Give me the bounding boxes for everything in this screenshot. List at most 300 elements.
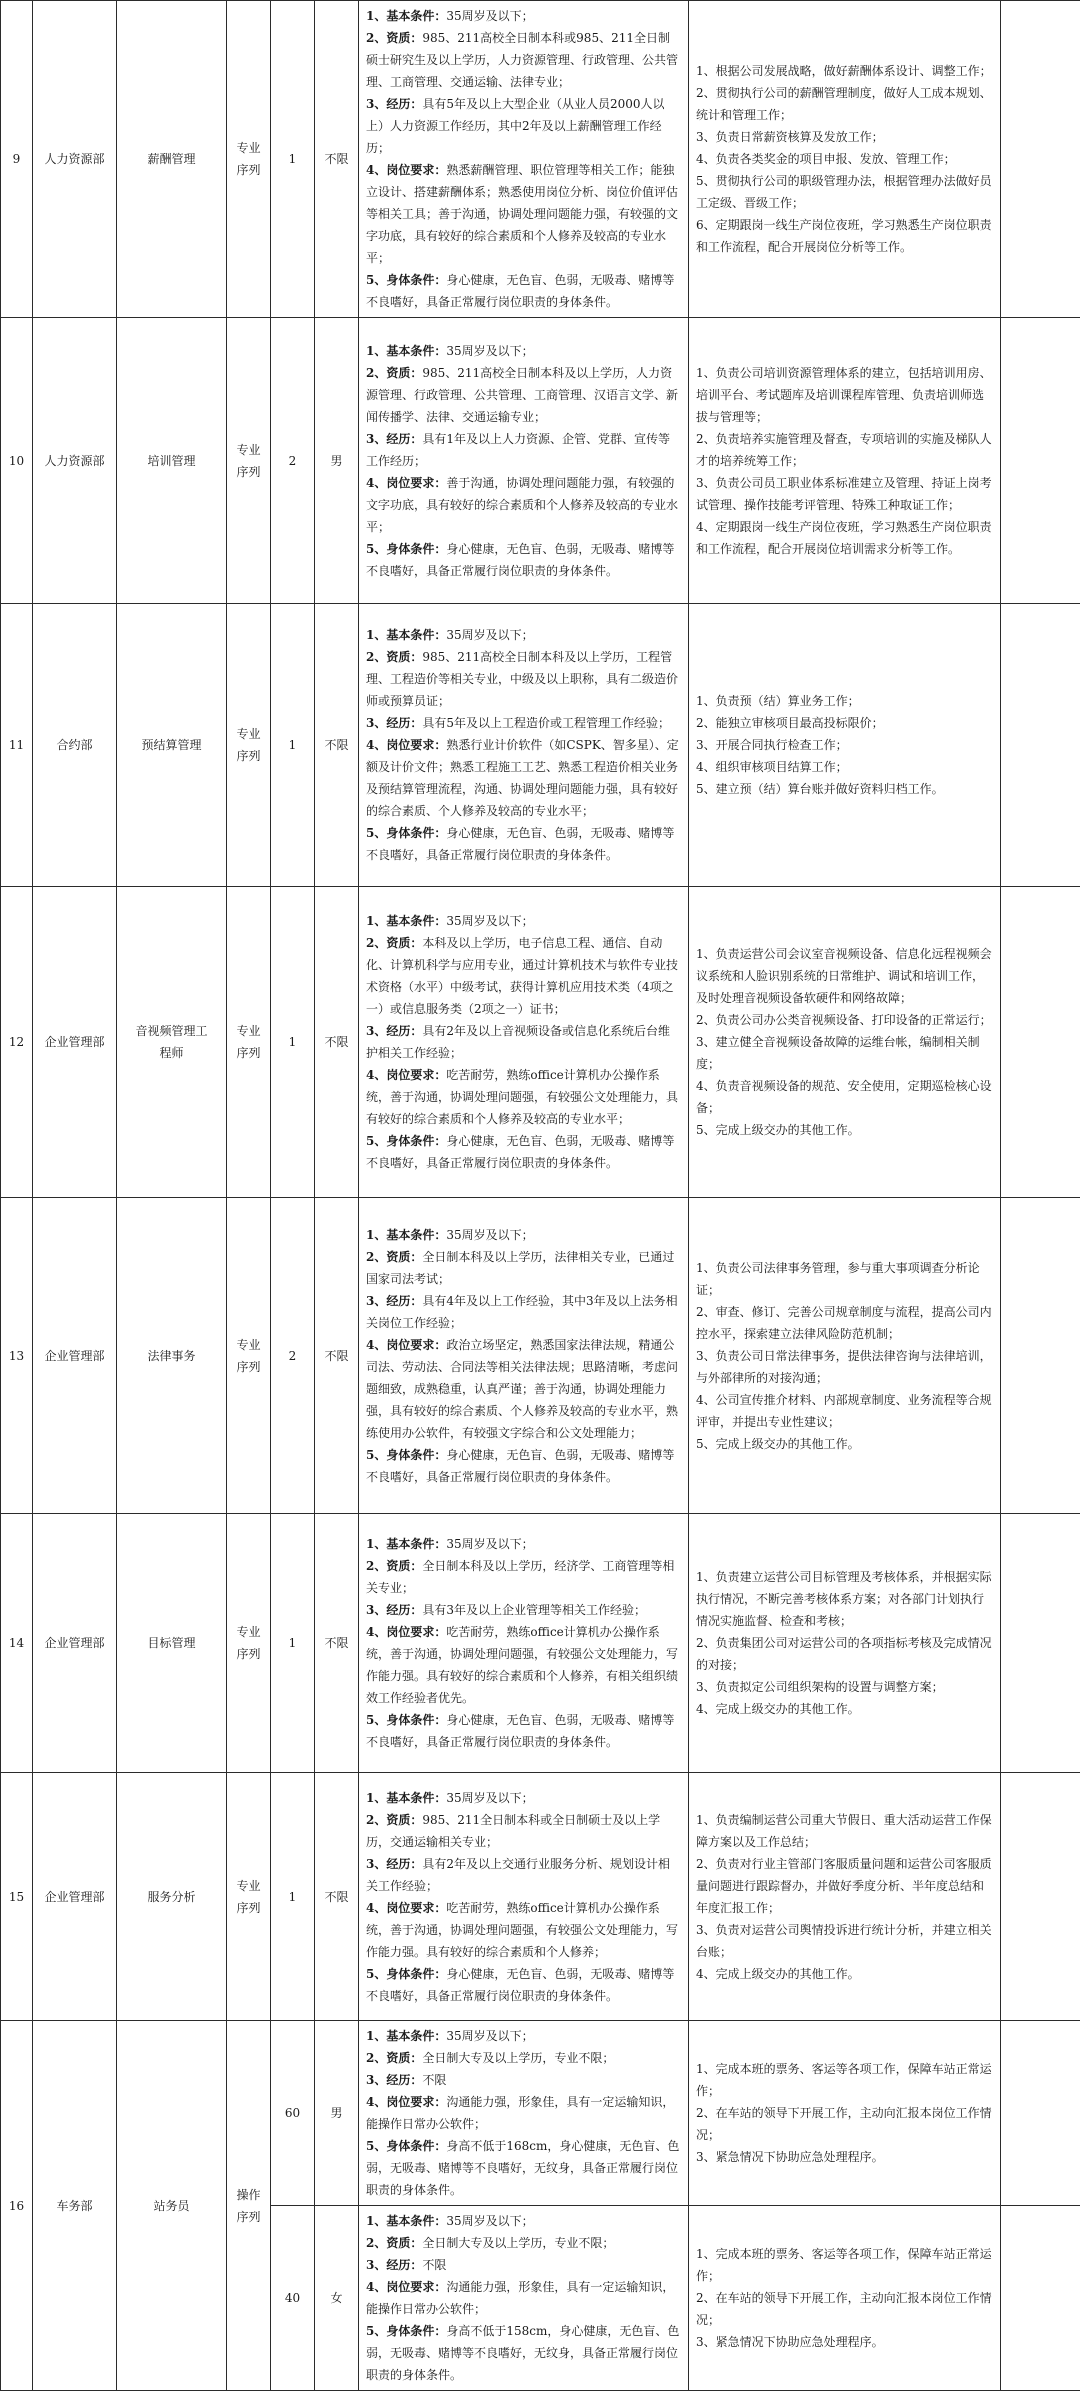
post-name	[117, 1, 227, 318]
requirement-value: 35周岁及以下；	[446, 344, 533, 358]
requirement-value: 身心健康，无色盲、色弱，无吸毒、赌博等不良嗜好，具备正常履行岗位职责的身体条件。	[366, 1713, 674, 1749]
duty-item: 4、组织审核项目结算工作；	[696, 756, 993, 778]
post-name-text: 法律事务	[147, 1349, 195, 1363]
requirement-value: 身高不低于158cm，身心健康，无色盲、色弱，无吸毒、赌博等不良嗜好，无纹身，具备正常履行岗位职责的身体条件。	[366, 2324, 679, 2382]
department-text: 人力资源部	[44, 152, 104, 166]
requirement-key: 5、身体条件：	[366, 826, 446, 840]
gender	[315, 2206, 359, 2391]
duty-item: 3、负责日常薪资核算及发放工作；	[696, 126, 993, 148]
requirement-item	[366, 1224, 681, 1246]
duty-item: 3、建立健全音视频设备故障的运维台帐，编制相关制度；	[696, 1031, 993, 1075]
gender	[315, 887, 359, 1198]
requirement-item	[366, 2320, 681, 2386]
requirement-item	[366, 1555, 681, 1599]
requirement-item	[366, 1809, 681, 1853]
requirement-value: 沟通能力强，形象佳，具有一定运输知识，能操作日常办公软件；	[366, 2095, 674, 2131]
post-name-text: 薪酬管理	[147, 152, 195, 166]
duty-item: 2、贯彻执行公司的薪酬管理制度，做好人工成本规划、统计和管理工作；	[696, 82, 993, 126]
requirement-value: 全日制大专及以上学历，专业不限；	[422, 2236, 614, 2250]
requirement-value: 具有2年及以上交通行业服务分析、规划设计相关工作经验；	[366, 1857, 670, 1893]
duty-item: 2、在车站的领导下开展工作，主动向汇报本岗位工作情况；	[696, 2287, 993, 2331]
headcount-text: 1	[289, 1035, 297, 1049]
post-name	[117, 604, 227, 887]
requirement-key: 5、身体条件：	[366, 542, 446, 556]
job-sequence-text: 专业 序列	[236, 141, 260, 177]
requirement-value: 35周岁及以下；	[446, 2029, 533, 2043]
duty-item: 1、负责预（结）算业务工作；	[696, 690, 993, 712]
remarks-cell	[1001, 1198, 1080, 1514]
gender-text: 不限	[324, 1035, 348, 1049]
department	[33, 318, 117, 604]
gender-text: 女	[330, 2291, 342, 2305]
duty-item: 3、负责拟定公司组织架构的设置与调整方案；	[696, 1676, 993, 1698]
table-row	[1, 1, 1080, 318]
table-row	[1, 1198, 1080, 1514]
requirement-key: 2、资质：	[366, 936, 422, 950]
requirement-value: 善于沟通，协调处理问题能力强，有较强的文字功底，具有较好的综合素质和个人修养及较高的专业水平；	[366, 476, 678, 534]
requirement-value: 本科及以上学历，电子信息工程、通信、自动化、计算机科学与应用专业，通过计算机技术与软件专业技术资格（水平）中级考试，获得计算机应用技术类（4项之一）或信息服务类（2项之一）证书；	[366, 936, 678, 1016]
requirement-key: 4、岗位要求：	[366, 476, 446, 490]
post-name-text: 目标管理	[147, 1636, 195, 1650]
duty-item: 2、在车站的领导下开展工作，主动向汇报本岗位工作情况；	[696, 2102, 993, 2146]
row-number	[1, 1773, 33, 2021]
remarks-cell	[1001, 887, 1080, 1198]
headcount-text: 2	[289, 454, 297, 468]
headcount-text: 1	[289, 1890, 297, 1904]
requirement-key: 5、身体条件：	[366, 1713, 446, 1727]
duty-item: 1、根据公司发展战略，做好薪酬体系设计、调整工作；	[696, 60, 993, 82]
requirement-value: 35周岁及以下；	[446, 1537, 533, 1551]
requirement-key: 3、经历：	[366, 97, 422, 111]
requirement-item	[366, 93, 681, 159]
requirement-value: 全日制本科及以上学历，经济学、工商管理等相关专业；	[366, 1559, 674, 1595]
gender-text: 男	[330, 2106, 342, 2120]
remarks-cell	[1001, 1, 1080, 318]
duty-item: 1、负责公司法律事务管理，参与重大事项调查分析论证；	[696, 1257, 993, 1301]
post-name-text: 音视频管理工 程师	[135, 1024, 207, 1060]
requirement-key: 2、资质：	[366, 2051, 422, 2065]
duty-item: 2、负责对行业主管部门客服质量问题和运营公司客服质量问题进行跟踪督办，并做好季度分析、半年度总结和年度汇报工作；	[696, 1853, 993, 1919]
duty-item: 5、建立预（结）算台账并做好资料归档工作。	[696, 778, 993, 800]
requirement-item	[366, 1621, 681, 1709]
requirement-key: 4、岗位要求：	[366, 2095, 446, 2109]
row-number-text: 15	[9, 1890, 24, 1904]
requirement-key: 3、经历：	[366, 1024, 422, 1038]
requirement-item	[366, 27, 681, 93]
remarks-cell	[1001, 318, 1080, 604]
gender-text: 不限	[324, 1349, 348, 1363]
requirement-key: 1、基本条件：	[366, 9, 446, 23]
job-sequence	[227, 1773, 271, 2021]
requirement-item	[366, 472, 681, 538]
department	[33, 2021, 117, 2391]
duty-item: 2、能独立审核项目最高投标限价；	[696, 712, 993, 734]
duty-item: 1、负责运营公司会议室音视频设备、信息化远程视频会议系统和人脸识别系统的日常维护、调试和培训工作，及时处理音视频设备软硬件和网络故障；	[696, 943, 993, 1009]
duty-item: 4、完成上级交办的其他工作。	[696, 1698, 993, 1720]
post-name	[117, 2021, 227, 2391]
requirement-key: 3、经历：	[366, 2258, 422, 2272]
department-text: 车务部	[56, 2199, 92, 2213]
job-sequence	[227, 1514, 271, 1773]
requirement-key: 3、经历：	[366, 432, 422, 446]
duty-item: 6、定期跟岗一线生产岗位夜班，学习熟悉生产岗位职责和工作流程，配合开展岗位分析等工作。	[696, 214, 993, 258]
requirement-item	[366, 1533, 681, 1555]
job-sequence-text: 专业 序列	[236, 727, 260, 763]
row-number-text: 12	[9, 1035, 24, 1049]
job-sequence	[227, 1198, 271, 1514]
requirement-item	[366, 1599, 681, 1621]
post-name	[117, 1773, 227, 2021]
requirement-value: 身心健康，无色盲、色弱，无吸毒、赌博等不良嗜好，具备正常履行岗位职责的身体条件。	[366, 542, 674, 578]
duties-cell	[689, 1198, 1001, 1514]
requirement-item	[366, 646, 681, 712]
requirement-value: 985、211高校全日制本科及以上学历，工程管理、工程造价等相关专业，中级及以上职称，具有二级造价师或预算员证；	[366, 650, 678, 708]
requirement-item	[366, 362, 681, 428]
duty-item: 2、审查、修订、完善公司规章制度与流程，提高公司内控水平，探索建立法律风险防范机制；	[696, 1301, 993, 1345]
job-sequence-text: 专业 序列	[236, 1024, 260, 1060]
requirement-key: 1、基本条件：	[366, 1537, 446, 1551]
row-number-text: 13	[9, 1349, 24, 1363]
job-sequence	[227, 887, 271, 1198]
requirements-cell	[359, 2206, 689, 2391]
department	[33, 1198, 117, 1514]
duties-cell	[689, 2021, 1001, 2206]
requirement-value: 具有5年及以上大型企业（从业人员2000人以上）人力资源工作经历，其中2年及以上薪酬管理工作经历；	[366, 97, 665, 155]
requirement-key: 5、身体条件：	[366, 2139, 446, 2153]
table-row	[1, 887, 1080, 1198]
requirement-key: 2、资质：	[366, 2236, 422, 2250]
job-sequence-text: 专业 序列	[236, 443, 260, 479]
requirement-item	[366, 712, 681, 734]
duties-cell	[689, 2206, 1001, 2391]
requirement-value: 具有4年及以上工作经验，其中3年及以上法务相关岗位工作经验；	[366, 1294, 678, 1330]
requirements-cell	[359, 1198, 689, 1514]
requirement-item	[366, 2091, 681, 2135]
headcount-text: 1	[289, 1636, 297, 1650]
duty-item: 2、负责公司办公类音视频设备、打印设备的正常运行；	[696, 1009, 993, 1031]
row-number	[1, 604, 33, 887]
requirement-value: 身心健康，无色盲、色弱，无吸毒、赌博等不良嗜好，具备正常履行岗位职责的身体条件。	[366, 1134, 674, 1170]
requirement-value: 35周岁及以下；	[446, 2214, 533, 2228]
department-text: 企业管理部	[44, 1636, 104, 1650]
headcount	[271, 887, 315, 1198]
gender-text: 不限	[324, 1636, 348, 1650]
requirement-item	[366, 5, 681, 27]
duty-item: 2、负责集团公司对运营公司的各项指标考核及完成情况的对接；	[696, 1632, 993, 1676]
duty-item: 5、完成上级交办的其他工作。	[696, 1433, 993, 1455]
gender	[315, 1, 359, 318]
department	[33, 887, 117, 1198]
requirement-value: 吃苦耐劳，熟练office计算机办公操作系统，善于沟通，协调处理问题强，有较强公文处理能力，写作能力强。具有较好的综合素质和个人修养，有相关组织绩效工作经验者优先。	[366, 1625, 678, 1705]
post-name	[117, 318, 227, 604]
requirement-key: 1、基本条件：	[366, 2029, 446, 2043]
gender	[315, 1198, 359, 1514]
remarks-cell	[1001, 1514, 1080, 1773]
duty-item: 3、开展合同执行检查工作；	[696, 734, 993, 756]
requirement-value: 熟悉行业计价软件（如CSPK、智多星）、定额及计价文件；熟悉工程施工工艺、熟悉工程造价相关业务及预结算管理流程，沟通、协调处理问题能力强，具有较好的综合素质、个人修养及较高的专业水平；	[366, 738, 679, 818]
requirement-value: 熟悉薪酬管理、职位管理等相关工作；能独立设计、搭建薪酬体系；熟悉使用岗位分析、岗位价值评估等相关工具；善于沟通，协调处理问题能力强，有较强的文字功底，具有较好的综合素质和个人修养及较高的专业水平；	[366, 163, 678, 265]
duty-item: 3、负责公司员工职业体系标准建立及管理、持证上岗考试管理、操作技能考评管理、特殊工种取证工作；	[696, 472, 993, 516]
job-sequence	[227, 604, 271, 887]
duties-cell	[689, 1, 1001, 318]
table-row	[1, 2021, 1080, 2206]
requirement-key: 2、资质：	[366, 31, 422, 45]
duty-item: 1、负责公司培训资源管理体系的建立，包括培训用房、培训平台、考试题库及培训课程库管理、负责培训师选拔与管理等；	[696, 362, 993, 428]
requirement-item	[366, 2135, 681, 2201]
headcount-text: 1	[289, 152, 297, 166]
requirement-key: 4、岗位要求：	[366, 738, 446, 752]
duty-item: 4、定期跟岗一线生产岗位夜班，学习熟悉生产岗位职责和工作流程，配合开展岗位培训需求分析等工作。	[696, 516, 993, 560]
requirement-key: 1、基本条件：	[366, 2214, 446, 2228]
job-sequence-text: 专业 序列	[236, 1625, 260, 1661]
headcount-text: 1	[289, 738, 297, 752]
duty-item: 3、紧急情况下协助应急处理程序。	[696, 2331, 993, 2353]
row-number-text: 10	[9, 454, 24, 468]
gender	[315, 1514, 359, 1773]
requirement-key: 5、身体条件：	[366, 1134, 446, 1148]
requirement-key: 4、岗位要求：	[366, 1338, 446, 1352]
duty-item: 1、负责编制运营公司重大节假日、重大活动运营工作保障方案以及工作总结；	[696, 1809, 993, 1853]
row-number	[1, 2021, 33, 2391]
row-number	[1, 887, 33, 1198]
requirement-key: 3、经历：	[366, 1857, 422, 1871]
department	[33, 1514, 117, 1773]
requirement-item	[366, 1334, 681, 1444]
requirement-key: 3、经历：	[366, 1603, 422, 1617]
requirement-value: 全日制本科及以上学历，法律相关专业，已通过国家司法考试；	[366, 1250, 674, 1286]
duty-item: 4、公司宣传推介材料、内部规章制度、业务流程等合规评审，并提出专业性建议；	[696, 1389, 993, 1433]
requirement-key: 3、经历：	[366, 1294, 422, 1308]
job-sequence-text: 专业 序列	[236, 1879, 260, 1915]
duty-item: 1、完成本班的票务、客运等各项工作，保障车站正常运作；	[696, 2243, 993, 2287]
gender	[315, 2021, 359, 2206]
department	[33, 1, 117, 318]
remarks-cell	[1001, 1773, 1080, 2021]
department	[33, 1773, 117, 2021]
requirement-value: 吃苦耐劳，熟练office计算机办公操作系统，善于沟通，协调处理问题强，有较强公文处理能力，具有较好的综合素质和个人修养及较高的专业水平；	[366, 1068, 678, 1126]
gender	[315, 1773, 359, 2021]
requirement-item	[366, 1020, 681, 1064]
headcount	[271, 2206, 315, 2391]
requirement-value: 身高不低于168cm，身心健康，无色盲、色弱，无吸毒、赌博等不良嗜好，无纹身，具备正常履行岗位职责的身体条件。	[366, 2139, 679, 2197]
requirement-item	[366, 2254, 681, 2276]
requirements-cell	[359, 604, 689, 887]
gender-text: 男	[330, 454, 342, 468]
row-number	[1, 1514, 33, 1773]
requirement-value: 35周岁及以下；	[446, 1228, 533, 1242]
duty-item: 4、负责音视频设备的规范、安全使用，定期巡检核心设备；	[696, 1075, 993, 1119]
duties-cell	[689, 318, 1001, 604]
requirement-value: 身心健康，无色盲、色弱，无吸毒、赌博等不良嗜好，具备正常履行岗位职责的身体条件。	[366, 273, 674, 309]
requirement-item	[366, 1246, 681, 1290]
duty-item: 3、负责对运营公司舆情投诉进行统计分析，并建立相关台账；	[696, 1919, 993, 1963]
duties-cell	[689, 1773, 1001, 2021]
duty-item: 2、负责培养实施管理及督查，专项培训的实施及梯队人才的培养统筹工作；	[696, 428, 993, 472]
requirement-key: 1、基本条件：	[366, 914, 446, 928]
requirement-key: 4、岗位要求：	[366, 1068, 446, 1082]
requirement-item	[366, 1787, 681, 1809]
table-row	[1, 1773, 1080, 2021]
duties-cell	[689, 604, 1001, 887]
headcount	[271, 1198, 315, 1514]
row-number	[1, 1198, 33, 1514]
requirement-key: 2、资质：	[366, 366, 422, 380]
gender-text: 不限	[324, 738, 348, 752]
requirement-item	[366, 2210, 681, 2232]
post-name	[117, 1198, 227, 1514]
gender	[315, 318, 359, 604]
requirement-key: 4、岗位要求：	[366, 1901, 446, 1915]
requirement-item	[366, 428, 681, 472]
requirement-item	[366, 159, 681, 269]
requirement-value: 985、211高校全日制本科或985、211全日制硕士研究生及以上学历，人力资源管理、行政管理、公共管理、工商管理、交通运输、法律专业；	[366, 31, 678, 89]
requirement-value: 身心健康，无色盲、色弱，无吸毒、赌博等不良嗜好，具备正常履行岗位职责的身体条件。	[366, 1967, 674, 2003]
requirement-value: 具有3年及以上企业管理等相关工作经验；	[422, 1603, 646, 1617]
requirement-value: 985、211全日制本科或全日制硕士及以上学历，交通运输相关专业；	[366, 1813, 660, 1849]
requirement-item	[366, 2232, 681, 2254]
table-row	[1, 318, 1080, 604]
headcount-text: 40	[285, 2291, 300, 2305]
requirement-value: 具有1年及以上人力资源、企管、党群、宣传等工作经历；	[366, 432, 670, 468]
department-text: 人力资源部	[44, 454, 104, 468]
requirement-value: 35周岁及以下；	[446, 9, 533, 23]
gender	[315, 604, 359, 887]
post-name	[117, 887, 227, 1198]
requirement-value: 全日制大专及以上学历，专业不限；	[422, 2051, 614, 2065]
requirement-key: 1、基本条件：	[366, 1791, 446, 1805]
job-sequence	[227, 1, 271, 318]
post-name-text: 站务员	[153, 2199, 189, 2213]
remarks-cell	[1001, 2021, 1080, 2206]
requirement-key: 5、身体条件：	[366, 273, 446, 287]
post-name-text: 服务分析	[147, 1890, 195, 1904]
post-name-text: 预结算管理	[141, 738, 201, 752]
requirement-key: 2、资质：	[366, 1559, 422, 1573]
requirement-value: 身心健康，无色盲、色弱，无吸毒、赌博等不良嗜好，具备正常履行岗位职责的身体条件。	[366, 826, 674, 862]
requirement-item	[366, 340, 681, 362]
job-sequence-text: 操作 序列	[236, 2188, 260, 2224]
requirement-value: 沟通能力强，形象佳，具有一定运输知识，能操作日常办公软件；	[366, 2280, 674, 2316]
duty-item: 5、完成上级交办的其他工作。	[696, 1119, 993, 1141]
headcount	[271, 1773, 315, 2021]
requirement-item	[366, 269, 681, 313]
requirements-cell	[359, 2021, 689, 2206]
requirement-value: 35周岁及以下；	[446, 914, 533, 928]
requirement-item	[366, 1290, 681, 1334]
requirement-item	[366, 1709, 681, 1753]
requirements-cell	[359, 887, 689, 1198]
requirements-cell	[359, 1514, 689, 1773]
department-text: 企业管理部	[44, 1349, 104, 1363]
requirement-item	[366, 734, 681, 822]
requirement-key: 4、岗位要求：	[366, 2280, 446, 2294]
requirement-item	[366, 2069, 681, 2091]
requirement-item	[366, 2047, 681, 2069]
row-number-text: 14	[9, 1636, 24, 1650]
requirement-key: 2、资质：	[366, 1250, 422, 1264]
requirement-item	[366, 1444, 681, 1488]
requirements-cell	[359, 1, 689, 318]
requirement-item	[366, 910, 681, 932]
post-name	[117, 1514, 227, 1773]
headcount	[271, 604, 315, 887]
requirement-item	[366, 1897, 681, 1963]
job-sequence-text: 专业 序列	[236, 1338, 260, 1374]
gender-text: 不限	[324, 152, 348, 166]
requirement-value: 政治立场坚定，熟悉国家法律法规，精通公司法、劳动法、合同法等相关法律法规；思路清晰，考虑问题细致，成熟稳重，认真严谨；善于沟通，协调处理能力强，具有较好的综合素质、个人修养及较高的专业水平，熟练使用办公软件，有较强文字综合和公文处理能力；	[366, 1338, 678, 1440]
headcount	[271, 318, 315, 604]
requirement-item	[366, 538, 681, 582]
remarks-cell	[1001, 604, 1080, 887]
requirement-item	[366, 1064, 681, 1130]
requirement-value: 身心健康，无色盲、色弱，无吸毒、赌博等不良嗜好，具备正常履行岗位职责的身体条件。	[366, 1448, 674, 1484]
duty-item: 4、完成上级交办的其他工作。	[696, 1963, 993, 1985]
department-text: 企业管理部	[44, 1890, 104, 1904]
requirement-value: 具有5年及以上工程造价或工程管理工作经验；	[422, 716, 670, 730]
requirement-key: 1、基本条件：	[366, 344, 446, 358]
gender-text: 不限	[324, 1890, 348, 1904]
duties-cell	[689, 1514, 1001, 1773]
duty-item: 3、紧急情况下协助应急处理程序。	[696, 2146, 993, 2168]
requirement-item	[366, 2025, 681, 2047]
row-number-text: 11	[9, 738, 24, 752]
row-number-text: 9	[13, 152, 21, 166]
requirement-key: 5、身体条件：	[366, 2324, 446, 2338]
requirement-key: 1、基本条件：	[366, 1228, 446, 1242]
requirements-cell	[359, 318, 689, 604]
requirement-item	[366, 1963, 681, 2007]
duty-item: 3、负责公司日常法律事务，提供法律咨询与法律培训，与外部律所的对接沟通；	[696, 1345, 993, 1389]
duty-item: 5、贯彻执行公司的职级管理办法，根据管理办法做好员工定级、晋级工作；	[696, 170, 993, 214]
requirement-key: 5、身体条件：	[366, 1967, 446, 1981]
requirement-key: 4、岗位要求：	[366, 163, 446, 177]
requirement-value: 985、211高校全日制本科及以上学历，人力资源管理、行政管理、公共管理、工商管理、汉语言文学、新闻传播学、法律、交通运输专业；	[366, 366, 678, 424]
remarks-cell	[1001, 2206, 1080, 2391]
requirement-key: 4、岗位要求：	[366, 1625, 446, 1639]
row-number	[1, 318, 33, 604]
requirement-key: 1、基本条件：	[366, 628, 446, 642]
job-sequence	[227, 318, 271, 604]
requirement-value: 35周岁及以下；	[446, 628, 533, 642]
department-text: 合约部	[56, 738, 92, 752]
requirement-item	[366, 1130, 681, 1174]
post-name-text: 培训管理	[147, 454, 195, 468]
table-row	[1, 1514, 1080, 1773]
headcount-text: 2	[289, 1349, 297, 1363]
requirement-item	[366, 624, 681, 646]
department	[33, 604, 117, 887]
headcount	[271, 1, 315, 318]
requirement-value: 吃苦耐劳，熟练office计算机办公操作系统，善于沟通，协调处理问题强，有较强公文处理能力，写作能力强。具有较好的综合素质和个人修养；	[366, 1901, 678, 1959]
requirement-value: 不限	[422, 2073, 446, 2087]
requirement-item	[366, 932, 681, 1020]
requirement-value: 具有2年及以上音视频设备或信息化系统后台维护相关工作经验；	[366, 1024, 670, 1060]
requirement-key: 2、资质：	[366, 1813, 422, 1827]
duties-cell	[689, 887, 1001, 1198]
requirement-value: 35周岁及以下；	[446, 1791, 533, 1805]
requirement-key: 3、经历：	[366, 716, 422, 730]
requirement-value: 不限	[422, 2258, 446, 2272]
requirement-key: 5、身体条件：	[366, 1448, 446, 1462]
department-text: 企业管理部	[44, 1035, 104, 1049]
job-sequence	[227, 2021, 271, 2391]
row-number-text: 16	[9, 2199, 24, 2213]
headcount	[271, 2021, 315, 2206]
requirement-item	[366, 822, 681, 866]
requirement-item	[366, 2276, 681, 2320]
table-row	[1, 604, 1080, 887]
duty-item: 4、负责各类奖金的项目申报、发放、管理工作；	[696, 148, 993, 170]
